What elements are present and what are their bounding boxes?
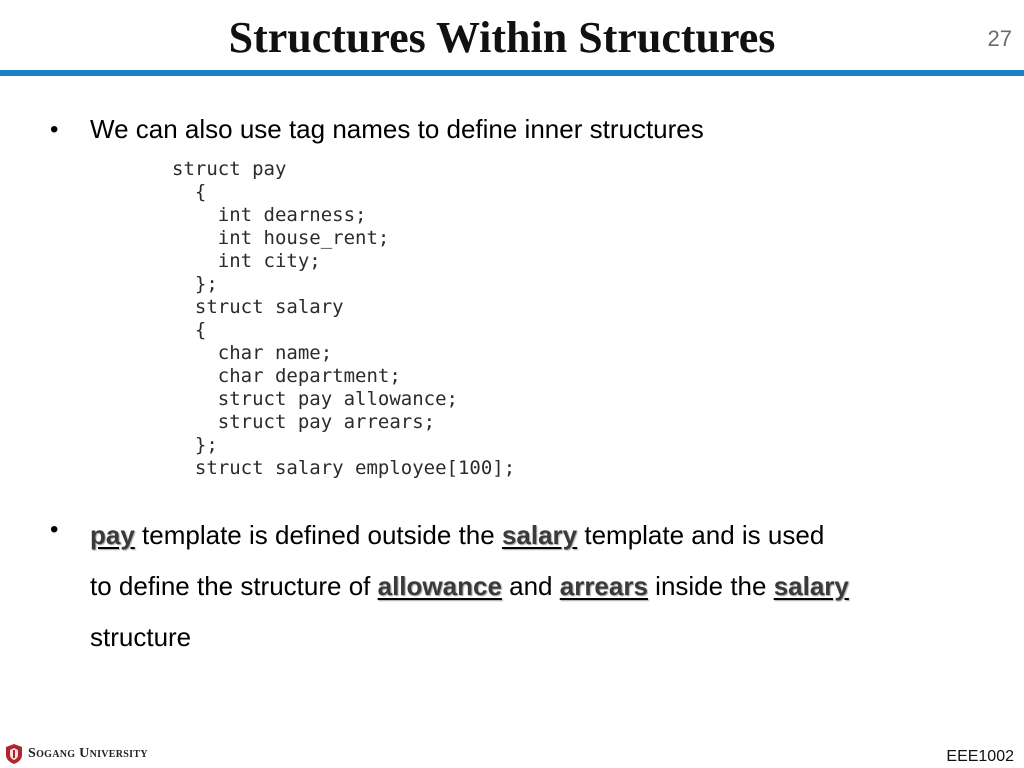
keyword-pay: pay — [90, 520, 135, 550]
code-line: }; — [172, 434, 218, 456]
paragraph-text: inside the — [647, 571, 774, 601]
page-number: 27 — [987, 26, 1012, 51]
code-line: struct pay — [172, 158, 287, 180]
paragraph-text: to define the structure of — [90, 571, 378, 601]
university-logo — [6, 744, 148, 764]
code-line: }; — [172, 273, 218, 295]
university-name: Sogang University — [28, 746, 148, 761]
paragraph-text: structure — [90, 622, 192, 652]
code-line: int city; — [172, 250, 321, 272]
title-divider — [0, 70, 1024, 76]
keyword-arrears: arrears — [559, 571, 648, 601]
code-line: struct pay allowance; — [172, 388, 458, 410]
sogang-emblem-icon — [6, 744, 22, 764]
code-line: int house_rent; — [172, 227, 390, 249]
code-line: { — [172, 319, 207, 341]
code-block — [172, 158, 515, 480]
keyword-salary: salary — [501, 520, 578, 550]
bullet-marker: • — [50, 116, 59, 143]
code-line: { — [172, 181, 207, 203]
keyword-salary: salary — [773, 571, 849, 601]
paragraph-line — [90, 612, 990, 663]
code-line: int dearness; — [172, 204, 367, 226]
code-line: struct salary — [172, 296, 344, 318]
bullet-marker: • — [50, 516, 59, 543]
code-line: char department; — [172, 365, 401, 387]
code-line: char name; — [172, 342, 333, 364]
bullet-text-tag-names: We can also use tag names to define inner structures — [90, 114, 704, 144]
paragraph-line — [90, 561, 990, 612]
paragraph-text: and — [501, 571, 560, 601]
code-line: struct salary employee[100]; — [172, 457, 516, 479]
course-code: EEE1002 — [946, 748, 1014, 765]
paragraph-line — [90, 510, 990, 561]
code-line: struct pay arrears; — [172, 411, 436, 433]
paragraph-text: template is defined outside the — [134, 520, 502, 550]
keyword-allowance: allowance — [377, 571, 502, 601]
slide-title: Structures Within Structures — [228, 13, 776, 62]
paragraph-text: template and is used — [577, 520, 825, 550]
explanation-paragraph — [90, 510, 990, 663]
